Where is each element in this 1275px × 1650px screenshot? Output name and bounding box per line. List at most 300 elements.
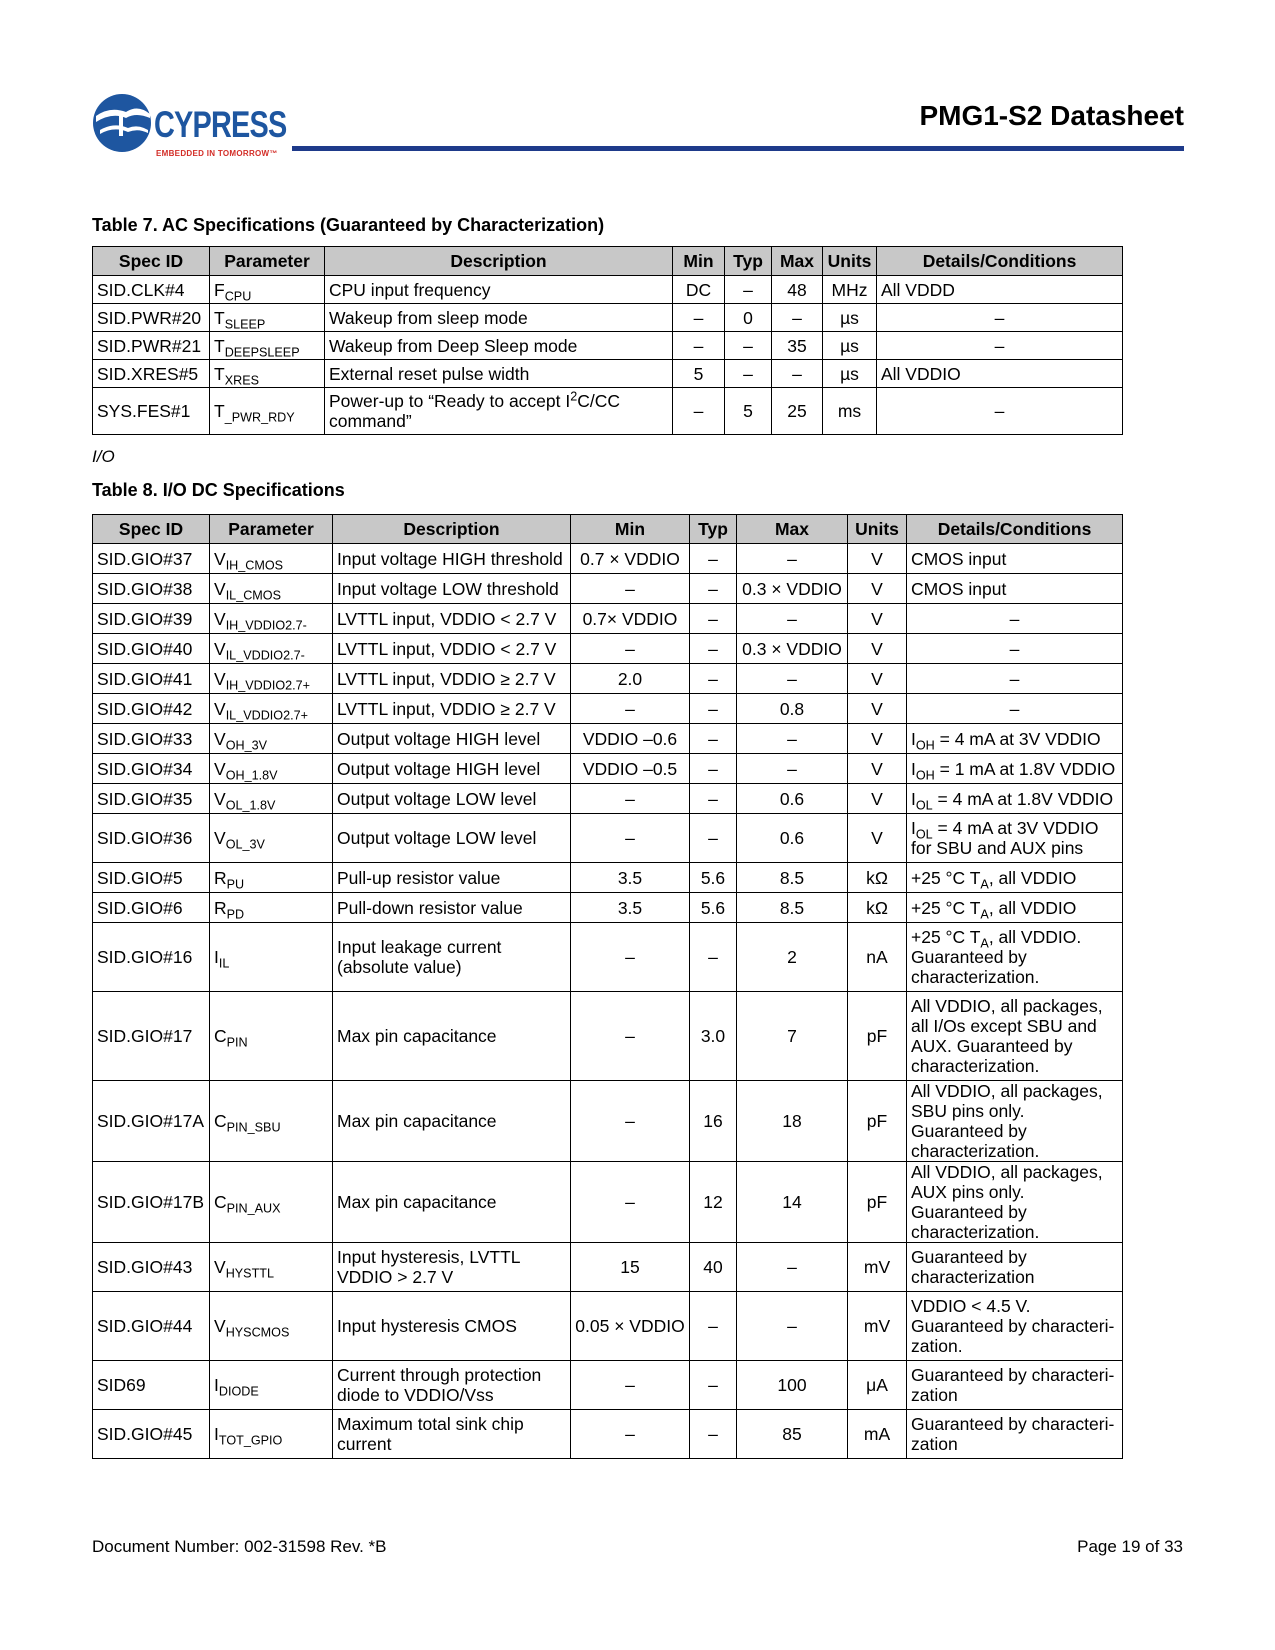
column-header: Units xyxy=(848,515,907,544)
details-cell xyxy=(907,863,1123,893)
typ-cell: – xyxy=(725,276,772,304)
details-text: = 4 mA at 3V VDDIO for SBU and AUX pins xyxy=(911,818,1099,858)
parameter-symbol: V xyxy=(214,828,226,848)
subscript: XRES xyxy=(224,372,259,387)
description-cell: LVTTL input, VDDIO < 2.7 V xyxy=(333,634,571,664)
units-cell: MHz xyxy=(823,276,877,304)
description-cell: Input voltage HIGH threshold xyxy=(333,544,571,574)
parameter-symbol: I xyxy=(214,1424,219,1444)
details-cell: CMOS input xyxy=(907,544,1123,574)
max-cell: 0.3 × VDDIO xyxy=(737,574,848,604)
subscript: IL_VDDIO2.7+ xyxy=(225,707,308,722)
parameter-symbol: I xyxy=(214,1375,219,1395)
subscript: SLEEP xyxy=(224,316,266,331)
typ-cell: 5.6 xyxy=(690,863,737,893)
details-text: = 1 mA at 1.8V VDDIO xyxy=(934,758,1116,779)
parameter-symbol: C xyxy=(214,1192,227,1212)
cypress-logo-icon xyxy=(92,92,152,154)
units-cell: µs xyxy=(823,332,877,360)
spec-id-cell: SID.GIO#37 xyxy=(93,544,210,574)
subscript: A xyxy=(980,936,989,951)
details-cell xyxy=(907,754,1123,784)
parameter-cell xyxy=(210,784,333,814)
details-text: I xyxy=(911,758,916,779)
table-row xyxy=(93,1410,1123,1459)
typ-cell: – xyxy=(690,784,737,814)
table-row xyxy=(93,694,1123,724)
table8-header-row xyxy=(93,515,1123,544)
parameter-symbol: T xyxy=(214,307,225,328)
subscript: IH_VDDIO2.7- xyxy=(225,617,307,632)
details-cell: – xyxy=(877,304,1123,332)
units-cell: V xyxy=(848,664,907,694)
details-cell: All VDDIO xyxy=(877,360,1123,388)
io-dc-specifications-table xyxy=(92,514,1123,1459)
max-cell: – xyxy=(737,544,848,574)
max-cell: 18 xyxy=(737,1081,848,1162)
details-cell: All VDDIO, all packages, SBU pins only. Guaranteed by characterization. xyxy=(907,1081,1123,1162)
table-row xyxy=(93,784,1123,814)
max-cell: – xyxy=(737,1243,848,1292)
parameter-symbol: R xyxy=(214,867,227,888)
table-row xyxy=(93,1361,1123,1410)
min-cell: 3.5 xyxy=(571,893,690,923)
max-cell: 8.5 xyxy=(737,863,848,893)
typ-cell: 3.0 xyxy=(690,992,737,1081)
typ-cell: – xyxy=(690,604,737,634)
parameter-symbol: T xyxy=(214,335,225,356)
subscript: TOT_GPIO xyxy=(218,1433,283,1448)
table-row xyxy=(93,1081,1123,1162)
details-cell xyxy=(907,893,1123,923)
column-header: Spec ID xyxy=(93,247,210,276)
description-cell: Output voltage HIGH level xyxy=(333,754,571,784)
details-text: +25 °C T xyxy=(911,897,981,918)
description-cell: Input hysteresis, LVTTL VDDIO > 2.7 V xyxy=(333,1243,571,1292)
table-row xyxy=(93,893,1123,923)
typ-cell: – xyxy=(690,1361,737,1410)
column-header: Min xyxy=(571,515,690,544)
parameter-cell xyxy=(210,544,333,574)
spec-id-cell: SID.GIO#17B xyxy=(93,1162,210,1243)
parameter-cell xyxy=(210,923,333,992)
details-text: , all VDDIO xyxy=(988,867,1077,888)
page-header xyxy=(92,84,1184,158)
description-cell: Output voltage LOW level xyxy=(333,814,571,863)
subscript: OH xyxy=(915,767,935,782)
details-cell: – xyxy=(877,388,1123,435)
parameter-cell xyxy=(210,332,325,360)
min-cell: 0.05 × VDDIO xyxy=(571,1292,690,1361)
subscript: OH_3V xyxy=(225,737,267,752)
max-cell: 48 xyxy=(772,276,823,304)
max-cell: 8.5 xyxy=(737,893,848,923)
details-cell: – xyxy=(907,664,1123,694)
min-cell: – xyxy=(571,992,690,1081)
details-text: , all VDDIO xyxy=(988,897,1077,918)
description-text: Power-up to “Ready to accept I xyxy=(329,391,571,411)
max-cell: 2 xyxy=(737,923,848,992)
typ-cell: – xyxy=(690,574,737,604)
spec-id-cell: SID.GIO#42 xyxy=(93,694,210,724)
description-cell: CPU input frequency xyxy=(325,276,673,304)
typ-cell: – xyxy=(725,360,772,388)
spec-id-cell: SID.GIO#16 xyxy=(93,923,210,992)
table7-header-row xyxy=(93,247,1123,276)
typ-cell: – xyxy=(690,694,737,724)
typ-cell: 16 xyxy=(690,1081,737,1162)
parameter-symbol: V xyxy=(214,1316,226,1336)
typ-cell: 0 xyxy=(725,304,772,332)
parameter-symbol: T xyxy=(214,363,225,384)
details-text: I xyxy=(911,818,916,838)
subscript: PIN_AUX xyxy=(226,1201,281,1216)
details-cell: – xyxy=(907,634,1123,664)
max-cell: 0.8 xyxy=(737,694,848,724)
typ-cell: – xyxy=(725,332,772,360)
column-header: Units xyxy=(823,247,877,276)
details-cell: Guaranteed by characteri-zation xyxy=(907,1410,1123,1459)
parameter-cell xyxy=(210,1410,333,1459)
parameter-cell xyxy=(210,694,333,724)
details-text: +25 °C T xyxy=(911,867,981,888)
units-cell: µs xyxy=(823,304,877,332)
min-cell: – xyxy=(571,1162,690,1243)
description-cell xyxy=(325,388,673,435)
description-cell: Max pin capacitance xyxy=(333,1162,571,1243)
units-cell: mV xyxy=(848,1243,907,1292)
subscript: PIN xyxy=(226,1035,248,1050)
max-cell: 0.3 × VDDIO xyxy=(737,634,848,664)
spec-id-cell: SID.GIO#44 xyxy=(93,1292,210,1361)
description-text: C/CC command” xyxy=(329,391,621,431)
section-label-io: I/O xyxy=(92,447,115,466)
parameter-symbol: C xyxy=(214,1026,227,1046)
column-header: Details/Conditions xyxy=(907,515,1123,544)
details-text: , all VDDIO. Guaranteed by characterization. xyxy=(911,927,1082,987)
max-cell: – xyxy=(772,360,823,388)
spec-id-cell: SID.XRES#5 xyxy=(93,360,210,388)
subscript: HYSCMOS xyxy=(225,1325,290,1340)
description-cell: Current through protection diode to VDDIO/Vss xyxy=(333,1361,571,1410)
min-cell: – xyxy=(571,923,690,992)
description-cell: Max pin capacitance xyxy=(333,992,571,1081)
table-row xyxy=(93,992,1123,1081)
description-cell: Wakeup from Deep Sleep mode xyxy=(325,332,673,360)
description-cell: Input voltage LOW threshold xyxy=(333,574,571,604)
units-cell: pF xyxy=(848,1162,907,1243)
table-row xyxy=(93,1162,1123,1243)
details-cell: CMOS input xyxy=(907,574,1123,604)
parameter-symbol: T xyxy=(214,401,225,421)
spec-id-cell: SYS.FES#1 xyxy=(93,388,210,435)
subscript: PD xyxy=(226,906,245,921)
parameter-symbol: V xyxy=(214,698,226,719)
max-cell: 100 xyxy=(737,1361,848,1410)
table-row xyxy=(93,923,1123,992)
parameter-cell xyxy=(210,724,333,754)
typ-cell: – xyxy=(690,814,737,863)
details-text: +25 °C T xyxy=(911,927,981,947)
spec-id-cell: SID.GIO#5 xyxy=(93,863,210,893)
description-cell: Output voltage LOW level xyxy=(333,784,571,814)
max-cell: 0.6 xyxy=(737,784,848,814)
subscript: A xyxy=(980,906,989,921)
superscript: 2 xyxy=(570,389,578,404)
units-cell: mA xyxy=(848,1410,907,1459)
min-cell: – xyxy=(673,388,725,435)
parameter-cell xyxy=(210,360,325,388)
max-cell: – xyxy=(737,754,848,784)
table-row xyxy=(93,664,1123,694)
spec-id-cell: SID.GIO#17 xyxy=(93,992,210,1081)
spec-id-cell: SID.GIO#43 xyxy=(93,1243,210,1292)
spec-id-cell: SID.PWR#21 xyxy=(93,332,210,360)
parameter-cell xyxy=(210,1361,333,1410)
parameter-cell xyxy=(210,664,333,694)
min-cell: 0.7 × VDDIO xyxy=(571,544,690,574)
footer-page-number: Page 19 of 33 xyxy=(1077,1537,1183,1556)
subscript: OL xyxy=(915,827,933,842)
parameter-cell xyxy=(210,1162,333,1243)
cypress-logo xyxy=(92,92,292,158)
max-cell: 25 xyxy=(772,388,823,435)
units-cell: kΩ xyxy=(848,863,907,893)
parameter-symbol: R xyxy=(214,897,227,918)
parameter-symbol: V xyxy=(214,1257,226,1277)
column-header: Parameter xyxy=(210,247,325,276)
units-cell: ms xyxy=(823,388,877,435)
min-cell: VDDIO –0.6 xyxy=(571,724,690,754)
description-cell: LVTTL input, VDDIO ≥ 2.7 V xyxy=(333,664,571,694)
spec-id-cell: SID.GIO#34 xyxy=(93,754,210,784)
description-cell: Wakeup from sleep mode xyxy=(325,304,673,332)
column-header: Max xyxy=(737,515,848,544)
subscript: PIN_SBU xyxy=(226,1120,281,1135)
max-cell: 85 xyxy=(737,1410,848,1459)
subscript: DIODE xyxy=(218,1384,259,1399)
document-title: PMG1-S2 Datasheet xyxy=(919,100,1184,131)
details-cell xyxy=(907,724,1123,754)
parameter-cell xyxy=(210,1243,333,1292)
typ-cell: – xyxy=(690,664,737,694)
max-cell: – xyxy=(737,664,848,694)
table-row xyxy=(93,388,1123,435)
subscript: PU xyxy=(226,876,245,891)
spec-id-cell: SID.CLK#4 xyxy=(93,276,210,304)
table-row xyxy=(93,604,1123,634)
details-cell: – xyxy=(907,694,1123,724)
spec-id-cell: SID.PWR#20 xyxy=(93,304,210,332)
typ-cell: – xyxy=(690,923,737,992)
spec-id-cell: SID.GIO#40 xyxy=(93,634,210,664)
subscript: _PWR_RDY xyxy=(224,410,295,425)
units-cell: µs xyxy=(823,360,877,388)
units-cell: V xyxy=(848,634,907,664)
parameter-symbol: V xyxy=(214,728,226,749)
typ-cell: 12 xyxy=(690,1162,737,1243)
details-text: = 4 mA at 1.8V VDDIO xyxy=(932,788,1114,809)
logo-wordmark: CYPRESS xyxy=(154,104,287,145)
spec-id-cell: SID69 xyxy=(93,1361,210,1410)
typ-cell: 5 xyxy=(725,388,772,435)
units-cell: V xyxy=(848,814,907,863)
subscript: IL_CMOS xyxy=(225,587,281,602)
min-cell: 0.7× VDDIO xyxy=(571,604,690,634)
description-cell: Pull-down resistor value xyxy=(333,893,571,923)
logo-tagline: EMBEDDED IN TOMORROW™ xyxy=(156,149,278,158)
table8-caption: Table 8. I/O DC Specifications xyxy=(92,480,345,500)
max-cell: – xyxy=(737,724,848,754)
table-row xyxy=(93,863,1123,893)
units-cell: V xyxy=(848,754,907,784)
subscript: HYSTTL xyxy=(225,1266,274,1281)
details-cell xyxy=(907,923,1123,992)
parameter-cell xyxy=(210,634,333,664)
typ-cell: 40 xyxy=(690,1243,737,1292)
table-row xyxy=(93,574,1123,604)
description-cell: Output voltage HIGH level xyxy=(333,724,571,754)
description-cell: Input leakage current (absolute value) xyxy=(333,923,571,992)
parameter-cell xyxy=(210,604,333,634)
spec-id-cell: SID.GIO#36 xyxy=(93,814,210,863)
subscript: DEEPSLEEP xyxy=(224,344,300,359)
table-row xyxy=(93,360,1123,388)
units-cell: V xyxy=(848,784,907,814)
subscript: OH_1.8V xyxy=(225,767,278,782)
parameter-cell xyxy=(210,754,333,784)
details-text: I xyxy=(911,728,916,749)
parameter-symbol: V xyxy=(214,608,226,629)
description-cell: Maximum total sink chip current xyxy=(333,1410,571,1459)
units-cell: kΩ xyxy=(848,893,907,923)
min-cell: VDDIO –0.5 xyxy=(571,754,690,784)
min-cell: – xyxy=(571,1361,690,1410)
parameter-cell xyxy=(210,304,325,332)
table-row xyxy=(93,1243,1123,1292)
details-text: = 4 mA at 3V VDDIO xyxy=(934,728,1101,749)
table-row xyxy=(93,544,1123,574)
parameter-symbol: I xyxy=(214,947,219,967)
parameter-cell xyxy=(210,814,333,863)
min-cell: – xyxy=(571,574,690,604)
parameter-symbol: V xyxy=(214,548,226,569)
typ-cell: – xyxy=(690,754,737,784)
column-header: Typ xyxy=(725,247,772,276)
parameter-symbol: V xyxy=(214,758,226,779)
details-cell: Guaranteed by characterization xyxy=(907,1243,1123,1292)
parameter-symbol: V xyxy=(214,668,226,689)
parameter-cell xyxy=(210,893,333,923)
spec-id-cell: SID.GIO#35 xyxy=(93,784,210,814)
details-cell: Guaranteed by characteri-zation xyxy=(907,1361,1123,1410)
min-cell: 2.0 xyxy=(571,664,690,694)
details-cell xyxy=(907,784,1123,814)
units-cell: V xyxy=(848,574,907,604)
min-cell: – xyxy=(571,784,690,814)
details-cell: – xyxy=(877,332,1123,360)
units-cell: V xyxy=(848,724,907,754)
units-cell: V xyxy=(848,544,907,574)
spec-id-cell: SID.GIO#33 xyxy=(93,724,210,754)
spec-id-cell: SID.GIO#39 xyxy=(93,604,210,634)
table-row xyxy=(93,814,1123,863)
max-cell: – xyxy=(737,604,848,634)
parameter-cell xyxy=(210,574,333,604)
spec-id-cell: SID.GIO#17A xyxy=(93,1081,210,1162)
header-rule xyxy=(292,146,1184,151)
min-cell: – xyxy=(571,1410,690,1459)
min-cell: – xyxy=(673,332,725,360)
subscript: OL_1.8V xyxy=(225,797,276,812)
max-cell: 14 xyxy=(737,1162,848,1243)
table-row xyxy=(93,754,1123,784)
spec-id-cell: SID.GIO#41 xyxy=(93,664,210,694)
typ-cell: – xyxy=(690,1292,737,1361)
description-cell: LVTTL input, VDDIO ≥ 2.7 V xyxy=(333,694,571,724)
ac-specifications-table xyxy=(92,246,1123,435)
subscript: OL_3V xyxy=(225,837,265,852)
units-cell: nA xyxy=(848,923,907,992)
min-cell: – xyxy=(571,634,690,664)
details-cell: All VDDIO, all packages, AUX pins only. Guaranteed by characterization. xyxy=(907,1162,1123,1243)
min-cell: – xyxy=(571,1081,690,1162)
typ-cell: – xyxy=(690,724,737,754)
max-cell: – xyxy=(737,1292,848,1361)
column-header: Details/Conditions xyxy=(877,247,1123,276)
parameter-cell xyxy=(210,1081,333,1162)
description-cell: LVTTL input, VDDIO < 2.7 V xyxy=(333,604,571,634)
subscript: A xyxy=(980,876,989,891)
max-cell: – xyxy=(772,304,823,332)
table-row xyxy=(93,276,1123,304)
parameter-cell xyxy=(210,276,325,304)
typ-cell: 5.6 xyxy=(690,893,737,923)
min-cell: – xyxy=(571,694,690,724)
description-cell: Max pin capacitance xyxy=(333,1081,571,1162)
details-cell: VDDIO < 4.5 V. Guaranteed by characteri-zation. xyxy=(907,1292,1123,1361)
parameter-symbol: V xyxy=(214,578,226,599)
min-cell: 3.5 xyxy=(571,863,690,893)
parameter-symbol: V xyxy=(214,638,226,659)
details-cell: All VDDD xyxy=(877,276,1123,304)
units-cell: μA xyxy=(848,1361,907,1410)
min-cell: 5 xyxy=(673,360,725,388)
column-header: Description xyxy=(333,515,571,544)
table-row xyxy=(93,304,1123,332)
table-row xyxy=(93,634,1123,664)
spec-id-cell: SID.GIO#38 xyxy=(93,574,210,604)
parameter-cell xyxy=(210,863,333,893)
column-header: Typ xyxy=(690,515,737,544)
spec-id-cell: SID.GIO#45 xyxy=(93,1410,210,1459)
details-cell: – xyxy=(907,604,1123,634)
details-cell: All VDDIO, all packages, all I/Os except SBU and AUX. Guaranteed by characterization. xyxy=(907,992,1123,1081)
units-cell: mV xyxy=(848,1292,907,1361)
subscript: IL xyxy=(218,956,230,971)
max-cell: 7 xyxy=(737,992,848,1081)
description-cell: Pull-up resistor value xyxy=(333,863,571,893)
min-cell: DC xyxy=(673,276,725,304)
typ-cell: – xyxy=(690,1410,737,1459)
parameter-symbol: V xyxy=(214,788,226,809)
parameter-cell xyxy=(210,388,325,435)
subscript: OL xyxy=(915,797,933,812)
units-cell: pF xyxy=(848,1081,907,1162)
max-cell: 35 xyxy=(772,332,823,360)
spec-id-cell: SID.GIO#6 xyxy=(93,893,210,923)
column-header: Parameter xyxy=(210,515,333,544)
